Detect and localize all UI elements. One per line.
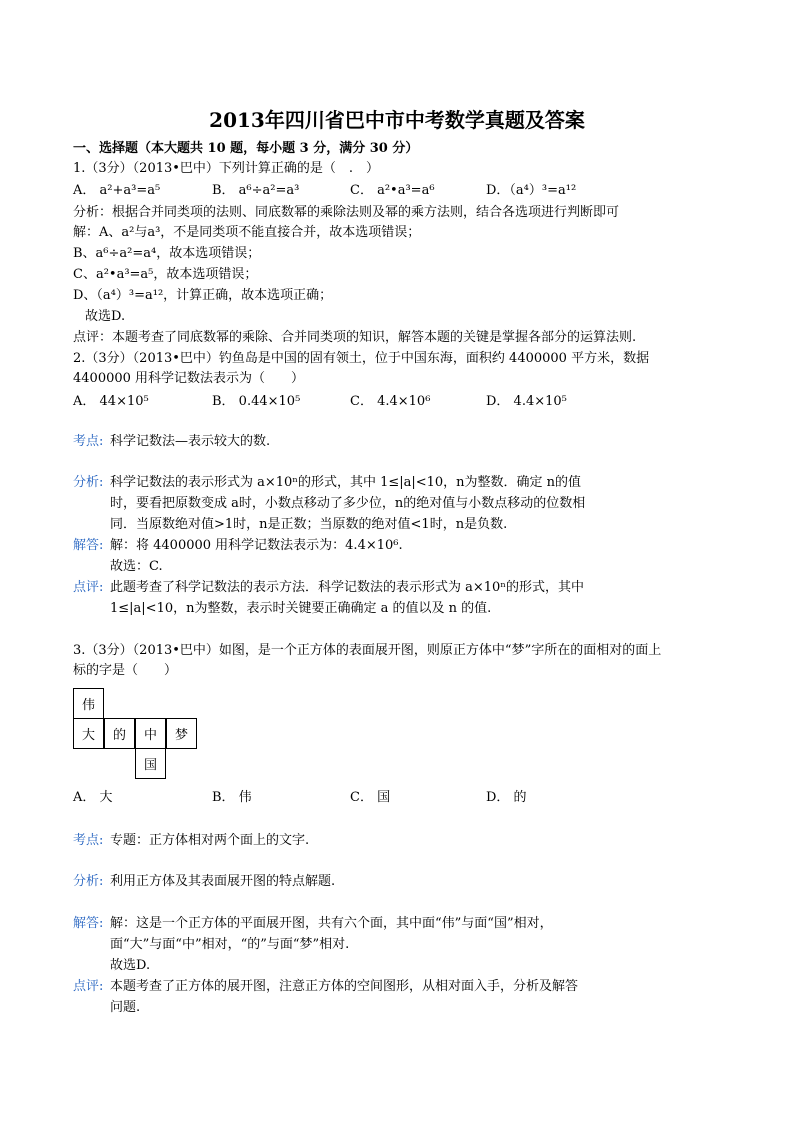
q3-jieda-line1: 解：这是一个正方体的平面展开图，共有六个面，其中面“伟”与面“国”相对， [110,916,553,931]
q3-option-a: A． 大 [73,790,113,805]
q2-fenxi-line2: 时，要看把原数变成 a时，小数点移动了多少位，n的绝对值与小数点移动的位数相 [110,496,586,511]
q3-stem-line1: 3.（3分）（2013•巴中）如图，是一个正方体的表面展开图，则原正方体中“梦”字所在的面相对的面上 [73,643,662,658]
q2-option-c: C． 4.4×10⁶ [350,394,431,409]
net-cell-zhong: 中 [135,718,166,749]
q3-jieda-line2: 面“大”与面“中”相对，“的”与面“梦”相对. [110,937,350,952]
q2-dianping-label: 点评: [73,580,104,595]
net-cell-meng: 梦 [166,718,197,749]
q1-analysis: 分析：根据合并同类项的法则、同底数幂的乘除法则及幂的乘方法则，结合各选项进行判断即可 [73,205,620,220]
q2-option-a: A． 44×10⁵ [73,394,149,409]
net-cell-de: 的 [104,718,135,749]
q1-answer: 故选D. [85,309,126,324]
q3-jieda-label: 解答: [73,916,104,931]
q3-stem-line2: 标的字是（ ） [73,663,178,678]
q2-option-b: B． 0.44×10⁵ [212,394,301,409]
q1-option-b: B． a⁶÷a²=a³ [212,183,300,198]
section-heading: 一、选择题（本大题共 10 题，每小题 3 分，满分 30 分） [73,141,419,156]
q3-kaodian-text: 专题：正方体相对两个面上的文字. [110,833,310,848]
q3-dianping-line1: 本题考查了正方体的展开图，注意正方体的空间图形，从相对面入手，分析及解答 [110,979,579,994]
q1-solution-b: B、a⁶÷a²=a⁴，故本选项错误； [73,246,261,261]
net-cell-wei: 伟 [73,688,104,719]
q2-stem-line2: 4400000 用科学记数法表示为（ ） [73,371,305,386]
q1-solution-a: 解：A、a²与a³，不是同类项不能直接合并，故本选项错误； [73,225,421,240]
q1-comment: 点评：本题考查了同底数幂的乘除、合并同类项的知识，解答本题的关键是掌握各部分的运算法则. [73,330,637,345]
q3-option-c: C． 国 [350,790,391,805]
q2-fenxi-line1: 科学记数法的表示形式为 a×10ⁿ的形式，其中 1≤|a|<10，n为整数．确定 n的值 [110,475,582,490]
q1-solution-c: C、a²•a³=a⁵，故本选项错误； [73,267,258,282]
q3-option-d: D． 的 [486,790,527,805]
page-title: 2013年四川省巴中市中考数学真题及答案 [209,108,585,132]
q3-option-b: B． 伟 [212,790,252,805]
q3-fenxi-label: 分析: [73,874,104,889]
q2-fenxi-label: 分析: [73,475,104,490]
q3-dianping-label: 点评: [73,979,104,994]
q2-jieda-label: 解答: [73,538,104,553]
q2-jieda-line1: 解：将 4400000 用科学记数法表示为：4.4×10⁶. [110,538,403,553]
q3-fenxi-text: 利用正方体及其表面展开图的特点解题. [110,874,336,889]
q1-option-a: A． a²+a³=a⁵ [73,183,161,198]
q1-option-c: C． a²•a³=a⁶ [350,183,435,198]
q3-jieda-line3: 故选D. [110,958,151,973]
q2-option-d: D． 4.4×10⁵ [486,394,567,409]
net-cell-da: 大 [73,718,104,749]
q2-dianping-line1: 此题考查了科学记数法的表示方法．科学记数法的表示形式为 a×10ⁿ的形式，其中 [110,580,584,595]
q1-stem: 1.（3分）（2013•巴中）下列计算正确的是（ . ） [73,161,380,176]
q2-jieda-line2: 故选：C. [110,559,163,574]
q2-fenxi-line3: 同．当原数绝对值>1时，n是正数；当原数的绝对值<1时，n是负数. [110,517,508,532]
q3-dianping-line2: 问题. [110,1000,141,1015]
net-cell-guo: 国 [135,748,166,779]
q1-solution-d: D、（a⁴）³=a¹²，计算正确，故本选项正确； [73,288,333,303]
q2-dianping-line2: 1≤|a|<10，n为整数，表示时关键要正确确定 a 的值以及 n 的值. [110,601,492,616]
q2-kaodian-text: 科学记数法—表示较大的数. [110,434,271,449]
q3-kaodian-label: 考点: [73,833,104,848]
q2-stem-line1: 2.（3分）（2013•巴中）钓鱼岛是中国的固有领土，位于中国东海，面积约 4400000 平方米，数据 [73,351,650,366]
q2-kaodian-label: 考点: [73,434,104,449]
q1-option-d: D．（a⁴）³=a¹² [486,183,577,198]
